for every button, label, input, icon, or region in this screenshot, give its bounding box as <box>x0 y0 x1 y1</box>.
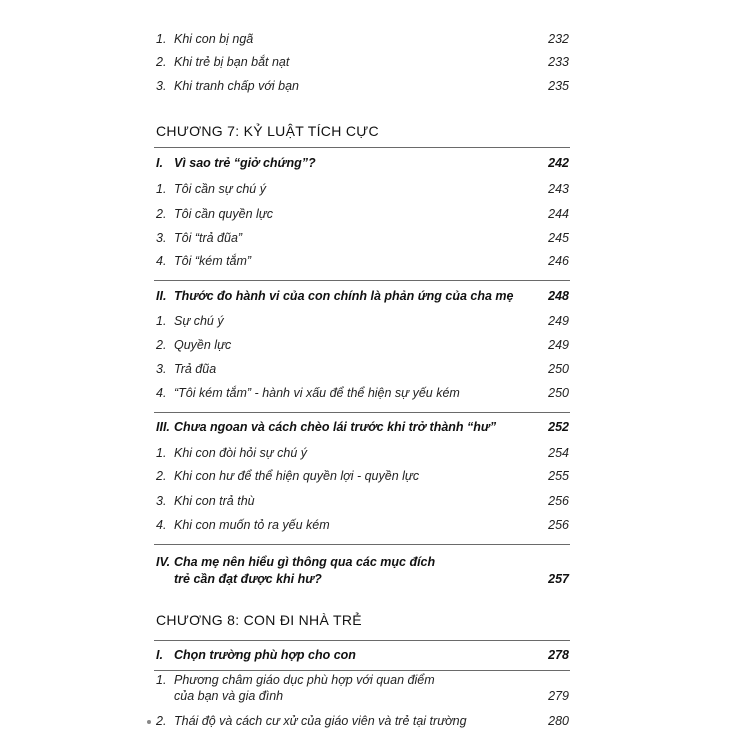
entry-number: 1. <box>156 32 167 46</box>
entry-number: 2. <box>156 207 167 221</box>
toc-section-heading <box>156 420 569 442</box>
section-page-number: 257 <box>548 572 569 586</box>
toc-section-heading <box>156 555 569 595</box>
toc-entry <box>156 231 569 253</box>
toc-entry <box>156 362 569 384</box>
entry-number: 4. <box>156 254 167 268</box>
toc-entry <box>156 314 569 336</box>
entry-page-number: 280 <box>548 714 569 728</box>
chapter-title: CHƯƠNG 7: KỶ LUẬT TÍCH CỰC <box>156 123 379 139</box>
divider <box>154 147 570 148</box>
toc-entry <box>156 446 569 468</box>
toc-entry <box>156 55 569 77</box>
section-page-number: 242 <box>548 156 569 170</box>
entry-page-number: 256 <box>548 494 569 508</box>
entry-number: 1. <box>156 673 167 687</box>
entry-number: 2. <box>156 714 167 728</box>
entry-number: 3. <box>156 494 167 508</box>
entry-page-number: 256 <box>548 518 569 532</box>
toc-section-heading <box>156 289 569 311</box>
entry-title: Tôi cần quyền lực <box>174 207 273 221</box>
entry-title: Khi con muốn tỏ ra yếu kém <box>174 518 330 532</box>
section-number: IV. <box>156 555 171 569</box>
toc-entry <box>156 386 569 408</box>
entry-number: 3. <box>156 79 167 93</box>
entry-number: 2. <box>156 55 167 69</box>
toc-entry <box>156 469 569 491</box>
entry-title-continued: của bạn và gia đình <box>174 689 284 703</box>
entry-page-number: 245 <box>548 231 569 245</box>
entry-number: 4. <box>156 518 167 532</box>
entry-title: Quyền lực <box>174 338 232 352</box>
entry-title: Khi con đòi hỏi sự chú ý <box>174 446 307 460</box>
divider <box>154 412 570 413</box>
toc-section-heading <box>156 156 569 178</box>
section-page-number: 248 <box>548 289 569 303</box>
section-page-number: 252 <box>548 420 569 434</box>
section-title: Vì sao trẻ “giở chứng”? <box>174 156 316 170</box>
section-number: III. <box>156 420 170 434</box>
entry-page-number: 254 <box>548 446 569 460</box>
toc-section-heading <box>156 648 569 670</box>
entry-page-number: 243 <box>548 182 569 196</box>
entry-title: Khi con hư để thể hiện quyền lợi - quyền lực <box>174 469 420 483</box>
entry-page-number: 244 <box>548 207 569 221</box>
divider <box>154 670 570 671</box>
entry-number: 1. <box>156 314 167 328</box>
toc-entry <box>156 32 569 54</box>
entry-page-number: 249 <box>548 314 569 328</box>
entry-title: Tôi cần sự chú ý <box>174 182 266 196</box>
entry-page-number: 233 <box>548 55 569 69</box>
entry-number: 2. <box>156 338 167 352</box>
entry-page-number: 246 <box>548 254 569 268</box>
entry-page-number: 235 <box>548 79 569 93</box>
divider <box>154 280 570 281</box>
section-title: Chọn trường phù hợp cho con <box>174 648 356 662</box>
toc-entry <box>156 79 569 101</box>
toc-entry <box>156 673 569 711</box>
entry-title: Tôi “kém tắm” <box>174 254 252 268</box>
entry-title: Thái độ và cách cư xử của giáo viên và trẻ tại trường <box>174 714 467 728</box>
entry-number: 3. <box>156 231 167 245</box>
chapter-title: CHƯƠNG 8: CON ĐI NHÀ TRẺ <box>156 612 362 628</box>
entry-page-number: 279 <box>548 689 569 703</box>
toc-entry <box>156 254 569 276</box>
entry-title: Khi con trả thù <box>174 494 255 508</box>
toc-entry <box>156 207 569 229</box>
entry-title: Khi trẻ bị bạn bắt nạt <box>174 55 290 69</box>
section-title: Chưa ngoan và cách chèo lái trước khi trở thành “hư” <box>174 420 497 434</box>
entry-page-number: 250 <box>548 362 569 376</box>
divider <box>154 544 570 545</box>
section-number: I. <box>156 156 163 170</box>
entry-title: “Tôi kém tắm” - hành vi xấu để thể hiện sự yếu kém <box>174 386 460 400</box>
toc-entry <box>156 182 569 204</box>
section-page-number: 278 <box>548 648 569 662</box>
entry-number: 3. <box>156 362 167 376</box>
toc-entry <box>156 518 569 540</box>
entry-page-number: 250 <box>548 386 569 400</box>
entry-title: Trả đũa <box>174 362 217 376</box>
entry-title: Tôi “trả đũa” <box>174 231 243 245</box>
section-title: Thước đo hành vi của con chính là phản ứng của cha mẹ <box>174 289 514 303</box>
entry-page-number: 255 <box>548 469 569 483</box>
toc-entry <box>156 338 569 360</box>
section-number: I. <box>156 648 163 662</box>
margin-mark <box>147 720 151 724</box>
section-title-continued: trẻ cần đạt được khi hư? <box>174 572 322 586</box>
entry-page-number: 249 <box>548 338 569 352</box>
toc-entry <box>156 494 569 516</box>
divider <box>154 640 570 641</box>
entry-page-number: 232 <box>548 32 569 46</box>
entry-title: Khi tranh chấp với bạn <box>174 79 299 93</box>
entry-number: 1. <box>156 446 167 460</box>
entry-title: Sự chú ý <box>174 314 224 328</box>
entry-title: Phương châm giáo dục phù hợp với quan điểm <box>174 673 435 687</box>
section-title: Cha mẹ nên hiểu gì thông qua các mục đích <box>174 555 436 569</box>
entry-number: 4. <box>156 386 167 400</box>
entry-number: 1. <box>156 182 167 196</box>
entry-number: 2. <box>156 469 167 483</box>
toc-entry <box>156 714 569 736</box>
section-number: II. <box>156 289 167 303</box>
entry-title: Khi con bị ngã <box>174 32 254 46</box>
